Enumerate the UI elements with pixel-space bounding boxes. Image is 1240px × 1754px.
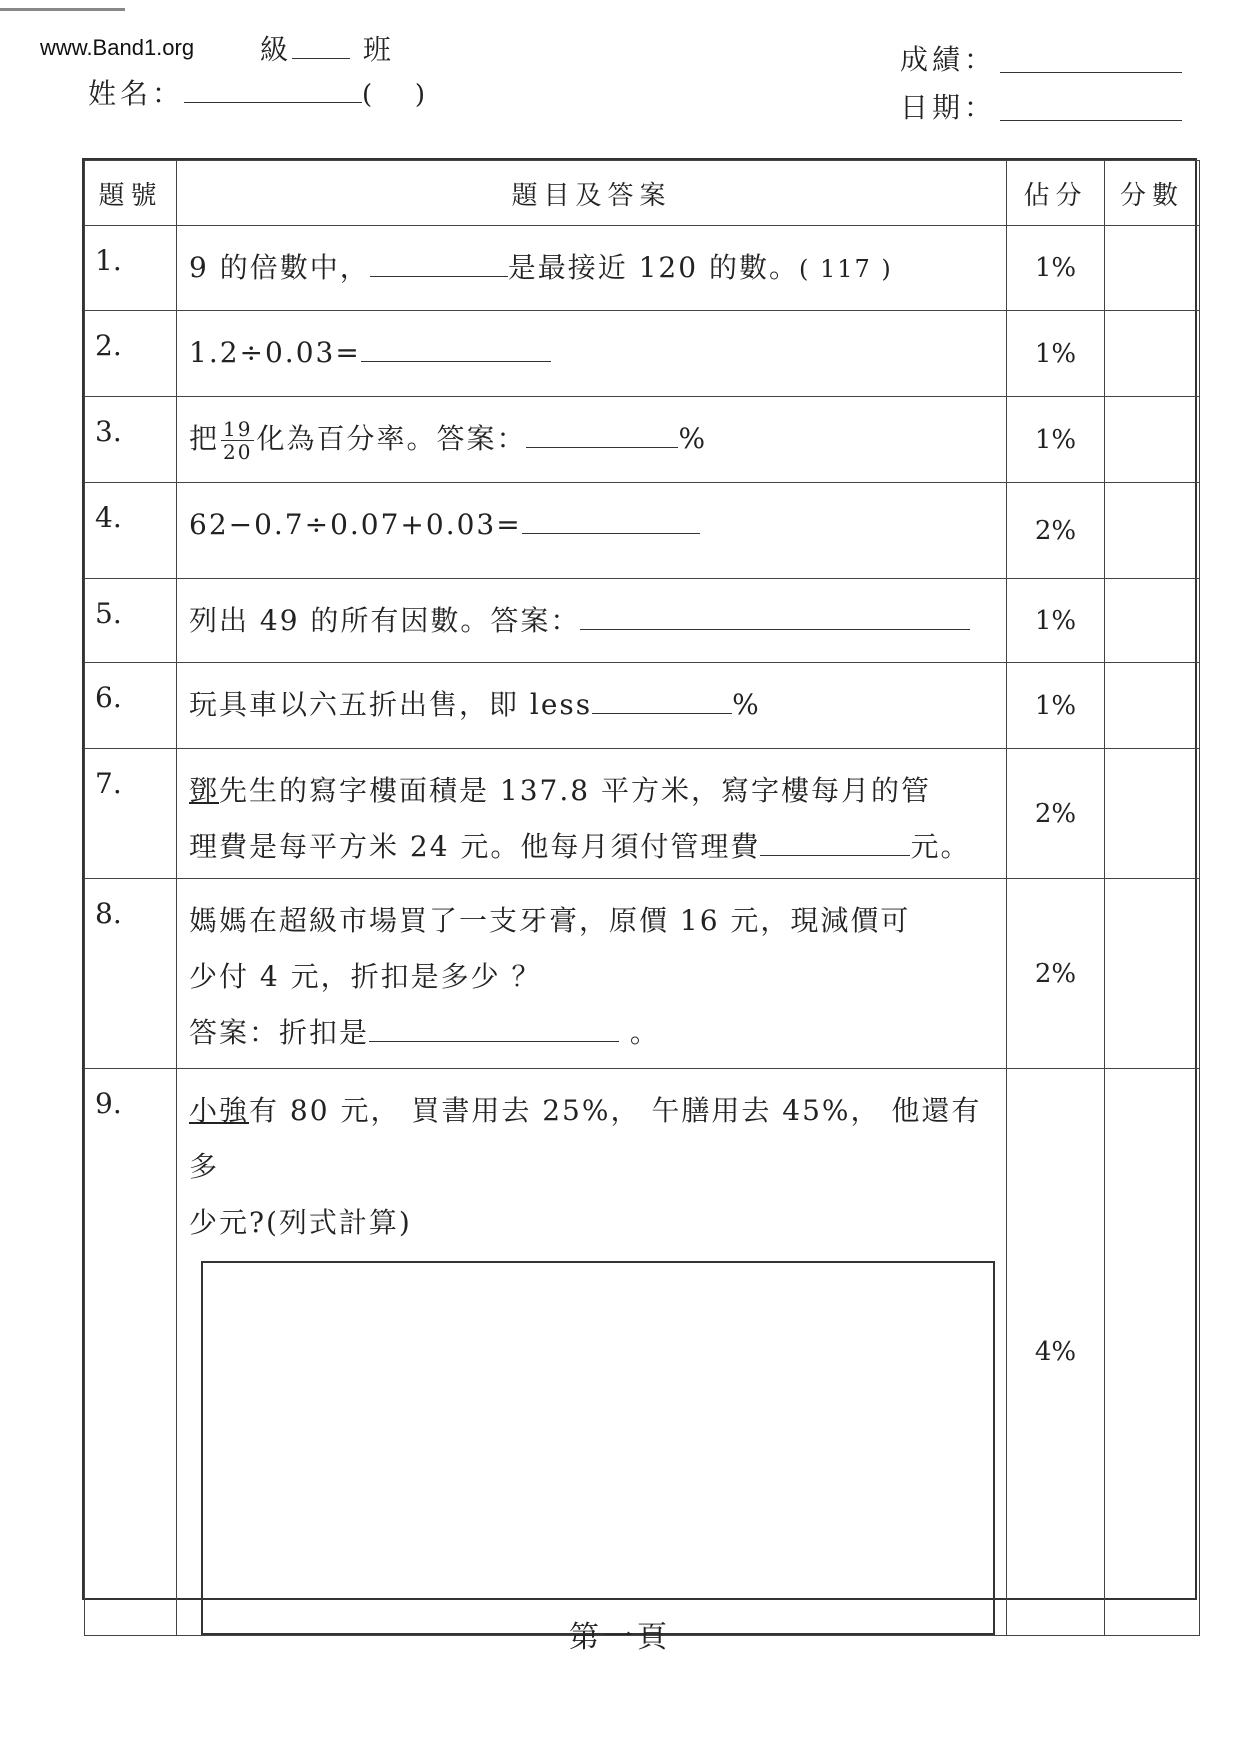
marks-weight: 2% [1007,879,1105,1069]
table-row [85,749,1200,879]
table-row [85,311,1200,397]
marks-weight: 1% [1007,579,1105,663]
table-row [85,879,1200,1069]
answer-blank[interactable] [361,361,551,362]
name-field [88,72,429,112]
score-cell[interactable] [1105,311,1200,397]
question-number: 5. [85,579,177,663]
working-area[interactable] [201,1261,995,1635]
handwritten-note: ( 117 ) [798,255,893,283]
exam-table [82,158,1197,1600]
name-label: 姓名： [88,77,185,110]
question-text: 9 的倍數中， 是最接近 120 的數。( 117 ) [177,226,1007,311]
seat-paren-close: ) [414,80,430,110]
grade-label: 級 [260,33,293,66]
page-number: 第一頁 [569,1620,671,1655]
answer-blank[interactable] [370,276,508,277]
col-question-number: 題號 [85,161,177,226]
score-label: 成績： [900,43,997,76]
name-blank[interactable] [184,102,362,103]
col-score: 分數 [1105,161,1200,226]
question-number: 9. [85,1069,177,1636]
score-cell[interactable] [1105,879,1200,1069]
marks-weight: 1% [1007,663,1105,749]
table-row [85,663,1200,749]
question-number: 4. [85,483,177,579]
marks-weight: 2% [1007,483,1105,579]
question-number: 8. [85,879,177,1069]
score-cell[interactable] [1105,226,1200,311]
class-label: 班 [362,33,395,66]
marks-weight: 1% [1007,226,1105,311]
marks-weight: 1% [1007,397,1105,483]
date-label: 日期： [900,91,997,124]
score-cell[interactable] [1105,1069,1200,1636]
score-cell[interactable] [1105,483,1200,579]
question-number: 1. [85,226,177,311]
question-number: 3. [85,397,177,483]
question-text: 列出 49 的所有因數。答案： [177,579,1007,663]
score-cell[interactable] [1105,749,1200,879]
score-cell[interactable] [1105,663,1200,749]
score-blank[interactable] [1000,72,1182,73]
question-text: 鄧先生的寫字樓面積是 137.8 平方米，寫字樓每月的管 理費是每平方米 24 元。他每月須付管理費 元。 [177,749,1007,879]
seat-paren-open: ( [362,80,377,110]
scan-edge [0,8,125,11]
table-header-row [85,161,1200,226]
table-row [85,397,1200,483]
question-number: 7. [85,749,177,879]
date-blank[interactable] [1000,120,1182,121]
answer-blank[interactable] [592,713,732,714]
question-number: 2. [85,311,177,397]
watermark: www.Band1.org [40,35,195,60]
question-text: 小強有 80 元， 買書用去 25%， 午膳用去 45%， 他還有多 少元?(列式計算) [177,1069,1007,1636]
person-name: 小強 [189,1094,250,1127]
question-text: 1.2÷0.03= [177,311,1007,397]
score-cell[interactable] [1105,397,1200,483]
marks-weight: 4% [1007,1069,1105,1636]
grade-class-field [260,28,395,68]
class-blank[interactable] [292,58,350,59]
table-row [85,483,1200,579]
question-text: 把 $\frac{19}{20}$ 化為百分率。答案： % [177,397,1007,483]
col-question-answer: 題目及答案 [177,161,1007,226]
person-name: 鄧 [189,774,220,807]
question-text: 62−0.7÷0.07+0.03= [177,483,1007,579]
fraction: $\frac{19}{20}$ [223,417,253,464]
marks-weight: 2% [1007,749,1105,879]
marks-weight: 1% [1007,311,1105,397]
score-cell[interactable] [1105,579,1200,663]
answer-blank[interactable] [526,447,678,448]
answer-blank[interactable] [580,629,970,630]
question-text: 媽媽在超級市場買了一支牙膏，原價 16 元，現減價可 少付 4 元，折扣是多少 ？ 答案：折扣是 。 [177,879,1007,1069]
answer-blank[interactable] [522,533,700,534]
table-row [85,1069,1200,1636]
question-text: 玩具車以六五折出售，即 less % [177,663,1007,749]
question-number: 6. [85,663,177,749]
table-row [85,579,1200,663]
col-marks-weight: 佔分 [1007,161,1105,226]
answer-blank[interactable] [760,855,910,856]
answer-blank[interactable] [369,1041,619,1042]
table-row [85,226,1200,311]
